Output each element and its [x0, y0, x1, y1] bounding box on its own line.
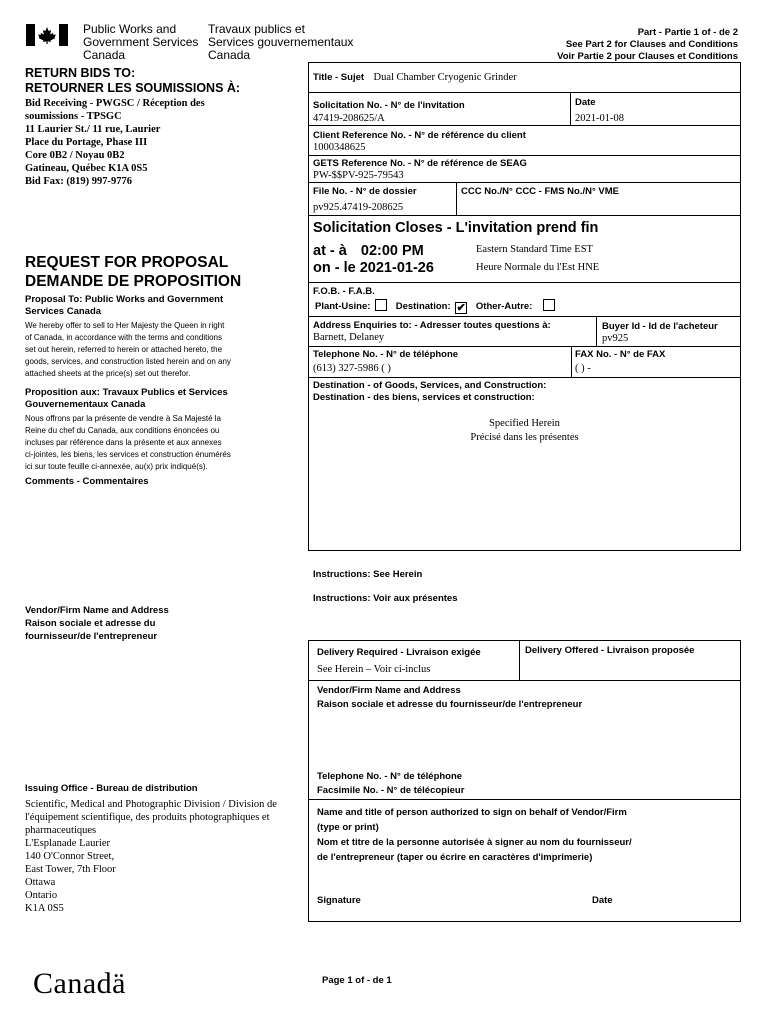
buyer-id-label: Buyer Id - Id de l'acheteur: [602, 321, 718, 332]
divider: [309, 282, 740, 283]
gets-ref-value: PW-$$PV-925-79543: [313, 170, 404, 181]
divider: [596, 316, 597, 346]
close-time-value: 02:00 PM: [360, 243, 424, 259]
body-line: ici sur toute feuille ci-annexée, au(x) prix indiqué(s).: [25, 462, 208, 471]
destination-goods-label-en: Destination - of Goods, Services, and Construction:: [313, 380, 547, 391]
divider: [309, 155, 740, 156]
authorized-person-label[interactable]: [317, 805, 632, 865]
title-label: Title - Sujet: [313, 72, 365, 83]
address-line: 11 Laurier St./ 11 rue, Laurier: [25, 124, 161, 135]
part-indicator: [557, 27, 738, 63]
solicitation-details-box: [308, 62, 741, 551]
part-line: Part - Partie 1 of - de 2: [637, 27, 738, 38]
title-value: Dual Chamber Cryogenic Grinder: [373, 72, 517, 83]
rfp-title-fr: DEMANDE DE PROPOSITION: [25, 273, 242, 290]
fax-value: ( ) -: [575, 363, 591, 374]
rfp-title-en: REQUEST FOR PROPOSAL: [25, 254, 229, 271]
issuing-line: Scientific, Medical and Photographic Division / Division de: [25, 799, 277, 810]
proposition-line: Proposition aux: Travaux Publics et Services: [25, 387, 228, 398]
issuing-office-address: [25, 798, 305, 915]
destination-value-en: Specified Herein: [489, 418, 560, 429]
divider: [309, 377, 740, 378]
department-name-en: [83, 23, 198, 62]
dept-fr-line: Services gouvernementaux: [208, 35, 354, 49]
issuing-line: 140 O'Connor Street,: [25, 851, 115, 862]
vendor-label-line: Vendor/Firm Name and Address: [25, 605, 169, 616]
dept-en-line: Canada: [83, 48, 126, 62]
vendor-firm-label-en: Vendor/Firm Name and Address: [317, 685, 461, 696]
body-line: attached sheets at the price(s) set out therefor.: [25, 369, 191, 378]
body-line: ci-jointes, les biens, les services et construction énumérés: [25, 450, 231, 459]
issuing-line: l'équipement scientifique, des produits photographiques et: [25, 812, 270, 823]
issuing-line: East Tower, 7th Floor: [25, 864, 116, 875]
close-time-row: [313, 243, 424, 259]
body-line: We hereby offer to sell to Her Majesty the Queen in right: [25, 321, 225, 330]
comments-label: Comments - Commentaires: [25, 476, 149, 487]
auth-line: Name and title of person authorized to sign on behalf of Vendor/Firm: [317, 807, 627, 818]
close-date-row: [313, 260, 434, 276]
return-bids-title-en: RETURN BIDS TO:: [25, 66, 136, 80]
proposal-to-line: Services Canada: [25, 306, 102, 317]
address-line: soumissions - TPSGC: [25, 111, 122, 122]
divider: [309, 316, 740, 317]
delivery-required-label: Delivery Required - Livraison exigée: [317, 647, 481, 658]
plant-label: Plant-Usine:: [315, 301, 371, 312]
solicitation-value: 47419-208625/A: [313, 113, 385, 124]
body-line: Nous offrons par la présente de vendre à Sa Majesté la: [25, 414, 221, 423]
buyer-id-value: pv925: [602, 333, 629, 344]
part-line: Voir Partie 2 pour Clauses et Conditions: [557, 51, 738, 62]
issuing-line: Ontario: [25, 890, 58, 901]
instructions-en: Instructions: See Herein: [313, 569, 423, 580]
delivery-offered-label[interactable]: Delivery Offered - Livraison proposée: [525, 645, 695, 656]
divider: [309, 92, 740, 93]
address-line: Core 0B2 / Noyau 0B2: [25, 150, 125, 161]
client-ref-value: 1000348625: [313, 142, 366, 153]
canada-wordmark: Canadä: [33, 967, 126, 1000]
divider: [570, 92, 571, 125]
return-bids-title: [25, 66, 240, 96]
proposal-to-heading: [25, 294, 265, 318]
auth-line: (type or print): [317, 822, 379, 833]
destination-value-fr: Précisé dans les présentes: [470, 432, 579, 443]
body-line: incluses par référence dans la présente et aux annexes: [25, 438, 222, 447]
divider: [309, 346, 740, 347]
rfp-title: [25, 253, 241, 291]
body-line: set out herein, referred to herein or attached hereto, the: [25, 345, 223, 354]
fob-options: [315, 299, 555, 314]
client-ref-label: Client Reference No. - N° de référence du client: [313, 130, 526, 141]
body-line: goods, services, and construction listed herein and on any: [25, 357, 231, 366]
instructions-fr: Instructions: Voir aux présentes: [313, 593, 458, 604]
other-checkbox[interactable]: [543, 299, 555, 311]
canada-flag-icon: [26, 24, 68, 46]
body-line: of Canada, in accordance with the terms and conditions: [25, 333, 223, 342]
gets-ref-label: GETS Reference No. - N° de référence de SEAG: [313, 158, 527, 169]
divider: [519, 641, 520, 680]
title-field: [313, 67, 517, 85]
divider: [309, 799, 740, 800]
destination-checkbox[interactable]: ✔: [456, 302, 466, 314]
address-line: Bid Fax: (819) 997-9776: [25, 176, 133, 187]
issuing-office-title: Issuing Office - Bureau de distribution: [25, 783, 198, 794]
department-name-fr: [208, 23, 353, 62]
signature-date-label[interactable]: Date: [592, 895, 613, 906]
divider: [309, 182, 740, 183]
destination-label: Destination:: [395, 301, 451, 312]
body-line: Reine du chef du Canada, aux conditions énoncées ou: [25, 426, 220, 435]
destination-goods-label-fr: Destination - des biens, services et construction:: [313, 392, 535, 403]
divider: [309, 125, 740, 126]
proposition-body: [25, 413, 265, 473]
other-label: Other-Autre:: [475, 301, 533, 312]
divider: [456, 182, 457, 215]
timezone-fr: Heure Normale du l'Est HNE: [476, 262, 600, 273]
bid-receiving-address: [25, 97, 205, 188]
plant-checkbox[interactable]: [375, 299, 387, 311]
vendor-response-box: [308, 640, 741, 922]
on-label: on - le: [313, 260, 356, 276]
issuing-line: Ottawa: [25, 877, 56, 888]
vendor-label-line: Raison sociale et adresse du: [25, 618, 156, 629]
solicitation-label: Solicitation No. - N° de l'invitation: [313, 100, 465, 111]
proposition-heading: [25, 387, 265, 411]
proposition-line: Gouvernementaux Canada: [25, 399, 146, 410]
divider: [309, 215, 740, 216]
enquiries-label: Address Enquiries to: - Adresser toutes questions à:: [313, 320, 551, 331]
address-line: Place du Portage, Phase III: [25, 137, 148, 148]
proposal-to-body: [25, 320, 265, 380]
auth-line: Nom et titre de la personne autorisée à signer au nom du fournisseur/: [317, 837, 632, 848]
proposal-to-line: Proposal To: Public Works and Government: [25, 294, 224, 305]
issuing-line: K1A 0S5: [25, 903, 64, 914]
divider: [309, 680, 740, 681]
address-line: Gatineau, Québec K1A 0S5: [25, 163, 148, 174]
page-number: Page 1 of - de 1: [322, 975, 392, 986]
vendor-facsimile-label[interactable]: Facsimile No. - N° de télécopieur: [317, 785, 465, 796]
address-line: Bid Receiving - PWGSC / Réception des: [25, 98, 205, 109]
dept-fr-line: Travaux publics et: [208, 22, 305, 36]
delivery-required-value: See Herein – Voir ci-inclus: [317, 664, 431, 675]
issuing-line: pharmaceutiques: [25, 825, 97, 836]
dept-fr-line: Canada: [208, 48, 251, 62]
vendor-firm-label-fr[interactable]: Raison sociale et adresse du fournisseur/de l'entrepreneur: [317, 699, 583, 710]
dept-en-line: Public Works and: [83, 22, 177, 36]
dept-en-line: Government Services: [83, 35, 199, 49]
fob-label: F.O.B. - F.A.B.: [313, 286, 375, 297]
ccc-label: CCC No./N° CCC - FMS No./N° VME: [461, 186, 620, 197]
date-value: 2021-01-08: [575, 113, 624, 124]
vendor-firm-label: [25, 604, 245, 643]
return-bids-title-fr: RETOURNER LES SOUMISSIONS À:: [25, 81, 241, 95]
enquiries-value: Barnett, Delaney: [313, 332, 385, 343]
solicitation-closes-title: Solicitation Closes - L'invitation prend fin: [313, 220, 599, 236]
phone-label: Telephone No. - N° de téléphone: [313, 349, 459, 360]
file-no-value: pv925.47419-208625: [313, 202, 404, 213]
at-label: at - à: [313, 243, 347, 259]
phone-value: (613) 327-5986 ( ): [313, 363, 391, 374]
timezone-en: Eastern Standard Time EST: [476, 244, 593, 255]
date-label: Date: [575, 97, 596, 108]
issuing-line: L'Esplanade Laurier: [25, 838, 110, 849]
fax-label: FAX No. - N° de FAX: [575, 349, 666, 360]
close-date-value: 2021-01-26: [359, 260, 434, 276]
part-line: See Part 2 for Clauses and Conditions: [565, 39, 738, 50]
divider: [571, 346, 572, 377]
vendor-label-line: fournisseur/de l'entrepreneur: [25, 631, 158, 642]
auth-line: de l'entrepreneur (taper ou écrire en caractères d'imprimerie): [317, 852, 593, 863]
file-no-label: File No. - N° de dossier: [313, 186, 417, 197]
signature-label[interactable]: Signature: [317, 895, 361, 906]
vendor-telephone-label[interactable]: Telephone No. - N° de téléphone: [317, 771, 463, 782]
